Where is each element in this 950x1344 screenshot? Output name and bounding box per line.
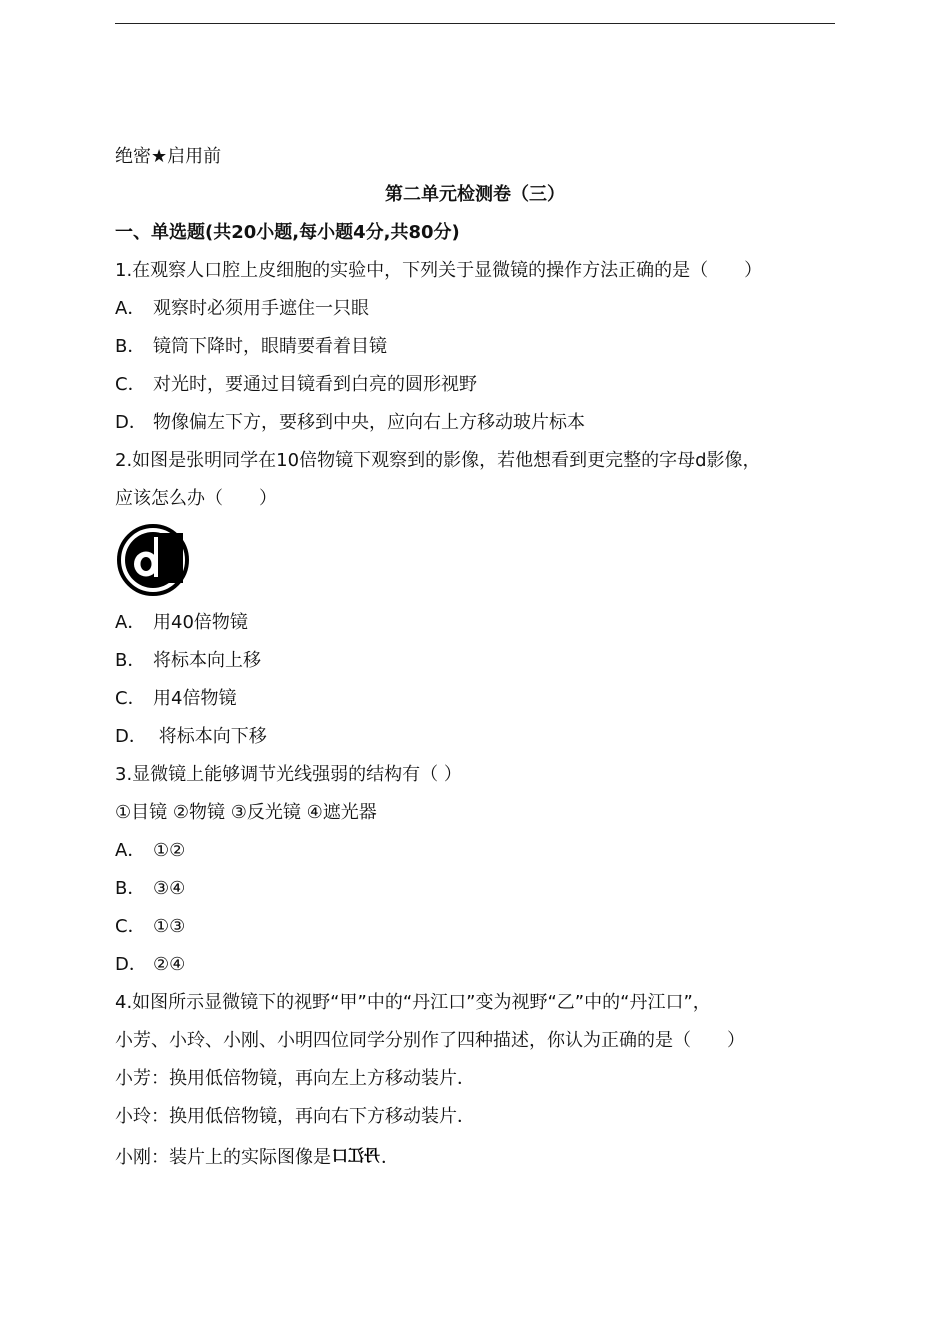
q3-option-a [115,840,185,862]
option-letter: C． [115,374,146,395]
secret-mark: 绝密★启用前 [115,146,222,167]
letter-d-circle-icon [116,523,190,597]
q1-option-c [115,374,477,396]
option-text: 用40倍物镜 [153,612,248,633]
q2-option-a [115,612,248,634]
q4-stem-line1: 4.如图所示显微镜下的视野“甲”中的“丹江口”变为视野“乙”中的“丹江口”， [115,992,711,1013]
header-rule [115,23,835,24]
option-text: ①② [153,840,186,861]
option-letter: B． [115,336,146,357]
svg-text:丹江口: 丹江口 [331,1146,381,1165]
option-text: ③④ [153,878,186,899]
page-title: 第二单元检测卷（三） [385,184,565,205]
option-text: ①③ [153,916,186,937]
option-letter: B． [115,650,146,671]
option-letter: C． [115,916,146,937]
q2-option-c [115,688,236,710]
section-heading: 一、单选题(共20小题,每小题4分,共80分) [115,222,460,243]
q3-option-d [115,954,185,976]
option-letter: A． [115,298,146,319]
q4-stem-line2: 小芳、小玲、小刚、小明四位同学分别作了四种描述，你认为正确的是（ ） [115,1030,745,1051]
q3-items: ①目镜 ②物镜 ③反光镜 ④遮光器 [115,802,377,823]
q1-option-d [115,412,585,434]
option-letter: D． [115,412,147,433]
option-letter: D． [115,954,147,975]
q2-option-b [115,650,261,672]
xiaogang-prefix: 小刚：装片上的实际图像是 [115,1147,331,1168]
q1-stem: 1.在观察人口腔上皮细胞的实验中，下列关于显微镜的操作方法正确的是（ ） [115,260,763,281]
option-letter: C． [115,688,146,709]
option-letter: A． [115,612,146,633]
option-letter: B． [115,878,146,899]
option-letter: D． [115,726,147,747]
option-text: 将标本向下移 [153,726,267,747]
q2-stem-line1: 2.如图是张明同学在10倍物镜下观察到的影像，若他想看到更完整的字母d影像， [115,450,761,471]
option-text: ②④ [153,954,186,975]
option-text: 观察时必须用手遮住一只眼 [153,298,369,319]
q1-option-a [115,298,369,320]
q3-stem: 3.显微镜上能够调节光线强弱的结构有（ ） [115,764,462,785]
q4-xiaogang [115,1144,399,1169]
q3-option-b [115,878,185,900]
option-letter: A． [115,840,146,861]
q4-xiaoling: 小玲：换用低倍物镜，再向右下方移动装片． [115,1106,475,1127]
option-text: 将标本向上移 [153,650,261,671]
xiaogang-suffix: ． [381,1147,399,1168]
q1-option-b [115,336,387,358]
q4-xiaofang: 小芳：换用低倍物镜，再向左上方移动装片． [115,1068,475,1089]
option-text: 镜筒下降时，眼睛要看着目镜 [153,336,387,357]
q3-option-c [115,916,185,938]
q2-stem-line2: 应该怎么办（ ） [115,488,277,509]
option-text: 对光时，要通过目镜看到白亮的圆形视野 [153,374,477,395]
mirrored-text-image [331,1144,381,1166]
option-text: 物像偏左下方，要移到中央，应向右上方移动玻片标本 [153,412,585,433]
q2-option-d [115,726,267,748]
option-text: 用4倍物镜 [153,688,237,709]
